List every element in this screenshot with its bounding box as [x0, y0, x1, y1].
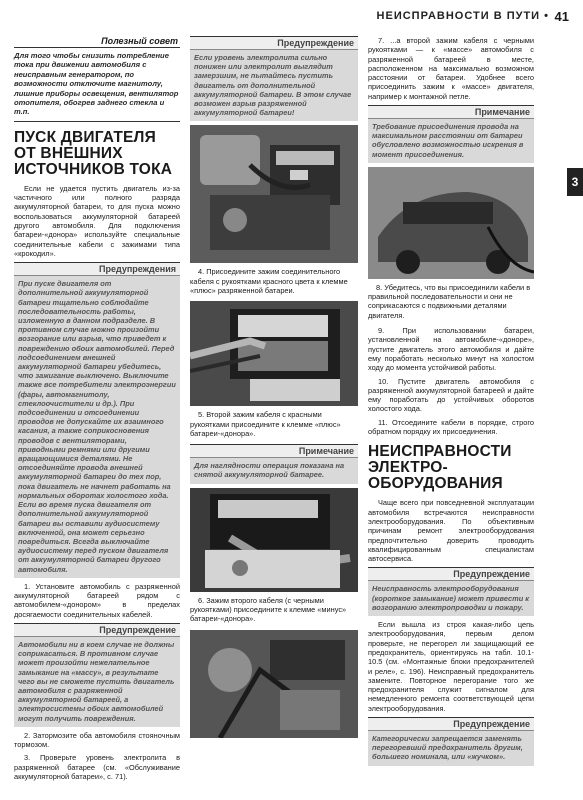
warning-title: Предупреждения: [14, 263, 180, 276]
fuse-paragraph: Если вышла из строя какая-либо цепь электрооборудования, первым делом проверьте, не перегорел ли защищающий ее предохранитель, ориентируясь на табл. 10.1-10.5 (см. «Монтажные блоки предохранителей и реле», с. 196). Неисправный предохранитель замените. Повторное перегорание того же предохранителя служит сигналом для немедленного ремонта соответствующей цепи электрооборудования.: [368, 620, 534, 713]
note-body: Для наглядности операция показана на снятой аккумуляторной батарее.: [194, 461, 345, 480]
warning-box: [368, 717, 534, 766]
step-9: 9. При использовании батареи, установленной на автомобиле-«доноре», пустите двигатель этого автомобиля и дайте ему поработать несколько минут на холостом ходу до момента устойчивой работы.: [368, 326, 534, 373]
warning-title: Предупреждение: [368, 568, 534, 581]
step-3: 3. Проверьте уровень электролита в разряженной батарее (см. «Обслуживание аккумуляторной батареи», с. 71).: [14, 753, 180, 781]
warning-body: Автомобили ни в коем случае не должны соприкасаться. В противном случае может произойти нежелательное замыкание на «массу», в результате чего вы не сможете пустить двигатель автомобиля с разряженной аккумуляторной батареей, а электросистемы обоих автомобилей могут получить повреждения.: [18, 639, 175, 723]
photo-battery-red-clamp: [190, 301, 358, 406]
electrical-intro: Чаще всего при повседневной эксплуатации автомобиля встречаются неисправности электрооборудования. По объективным причинам ремонт электрооборудования предпочтительно доверить проводить квалифицированным специалистам автосервиса.: [368, 498, 534, 564]
battery-clamp-photo: [190, 301, 358, 406]
page-header: [0, 0, 583, 34]
tip-body: Для того чтобы снизить потребление тока при движении автомобиля с неисправным генератором, по возможности отключите магнитолу, лишние приборы освещения, вентилятор отопителя, обогрев заднего стекла и т.п.: [14, 48, 180, 122]
page-number: 41: [554, 9, 569, 24]
tip-title: Полезный совет: [14, 36, 180, 48]
step-7: 7. ...а второй зажим кабеля с черными рукоятками — к «массе» автомобиля с разряженной батареей в месте, расположенном на максимально возможном расстоянии от батареи. Удобнее всего присоединить зажим к «массе» двигателя, например к монтажной петле.: [368, 36, 534, 101]
photo-engine-battery: [190, 125, 358, 263]
warning-box: [14, 262, 180, 578]
step-8: 8. Убедитесь, что вы присоединили кабели в правильной последовательности и они не соприкасаются с подвижными деталями двигателя.: [368, 282, 531, 320]
engine-ground-photo: [190, 630, 358, 738]
step-11: 11. Отсоедините кабели в порядке, строго обратном порядку их присоединения.: [368, 417, 534, 437]
warning-box: [368, 567, 534, 616]
photo-car-with-cables: [368, 167, 534, 279]
running-header: НЕИСПРАВНОСТИ В ПУТИ •: [376, 10, 549, 22]
warning-body: Категорически запрещается заменять перегоревший предохранитель другим, большего номинала, или «жучком».: [372, 734, 523, 762]
note-title: Примечание: [368, 106, 534, 119]
battery-donor-photo: [190, 488, 358, 592]
section-heading-electrical: НЕИСПРАВНОСТИ ЭЛЕКТРО- ОБОРУДОВАНИЯ: [368, 443, 512, 493]
step-1: 1. Установите автомобиль с разряженной аккумуляторной батареей рядом с автомобилем-«донором» в пределах досягаемости соединительных кабелей.: [14, 581, 180, 619]
chapter-tab: 3: [567, 168, 583, 196]
warning-box: [190, 36, 358, 121]
photo-engine-ground: [190, 630, 358, 738]
engine-bay-photo: [190, 125, 358, 263]
column-middle: [190, 36, 358, 738]
car-photo: [368, 167, 534, 279]
note-body: Требование присоединения провода на максимальном расстоянии от батареи обусловлено возможностью искрения в момент присоединения.: [372, 122, 524, 159]
warning-body: При пуске двигателя от дополнительной аккумуляторной батареи тщательно соблюдайте последовательность работы, изложенную в данном подразделе. В противном случае можно произойти возгорание или взрыв, что приведет к повреждению обоих автомобилей. Перед подсоединением внешней аккумуляторной батареи убедитесь, что зажигание выключено. Выключите также все потребители электроэнергии (фары, автомагнитолу, стеклоочистители и др.). При подсоединении и отсоединении проводов не допускайте их взаимного касания, а также соприкосновения проводов с вентиляторами, приводными ремнями или другими вращающимися деталями. Не отсоединяйте провода внешней аккумуляторной батареи до тех пор, пока двигатель не начнет работать на нормальных оборотах холостого хода. Если во время пуска двигателя от дополнительной аккумуляторной батареи вы оставили аудиосистему включенной, она может серьезно повредиться. Всегда выключайте аудиосистему перед пуском двигателя от аккумуляторной батареи другого автомобиля.: [18, 279, 176, 574]
warning-title: Предупреждение: [14, 624, 180, 637]
step-5: 5. Второй зажим кабеля с красными рукоятками присоедините к клемме «плюс» батареи-«донора».: [190, 410, 341, 438]
note-box: [368, 105, 534, 163]
step-10: 10. Пустите двигатель автомобиля с разряженной аккумуляторной батареей и дайте ему поработать до устойчивых оборотов холостого хода.: [368, 376, 534, 414]
photo-donor-battery: [190, 488, 358, 592]
step-4: 4. Присоедините зажим соединительного кабеля с рукоятками красного цвета к клемме «плюс» разряженной батареи.: [190, 267, 348, 296]
warning-title: Предупреждение: [368, 718, 534, 731]
step-2: 2. Затормозите оба автомобиля стояночным тормозом.: [14, 730, 180, 750]
step-6: 6. Зажим второго кабеля (с черными рукоятками) присоедините к клемме «минус» батареи-«донора».: [190, 595, 347, 624]
section-heading: ПУСК ДВИГАТЕЛЯ ОТ ВНЕШНИХ ИСТОЧНИКОВ ТОКА: [14, 128, 173, 178]
intro-paragraph: Если не удается пустить двигатель из-за частичного или полного разряда аккумуляторной батареи, то для пуска можно воспользоваться аккумуляторной батареей другого автомобиля. Для подключения батареи-«донора» используйте специальные соединительные кабели с зажимами типа «крокодил».: [14, 183, 180, 258]
warning-body: Неисправность электрооборудования (короткое замыкание) может привести к возгоранию электропроводки и пожару.: [372, 584, 530, 612]
column-right: [368, 36, 534, 770]
warning-title: Предупреждение: [190, 37, 358, 50]
column-left: [14, 36, 180, 785]
warning-box: [14, 623, 180, 727]
note-box: [190, 444, 358, 483]
note-title: Примечание: [190, 445, 358, 458]
warning-body: Если уровень электролита сильно понижен или электролит выглядит замерзшим, не пытайтесь пустить двигатель от дополнительной аккумуляторной батареи. В этом случае возможен взрыв разряженной аккумуляторной батареи!: [194, 53, 352, 118]
